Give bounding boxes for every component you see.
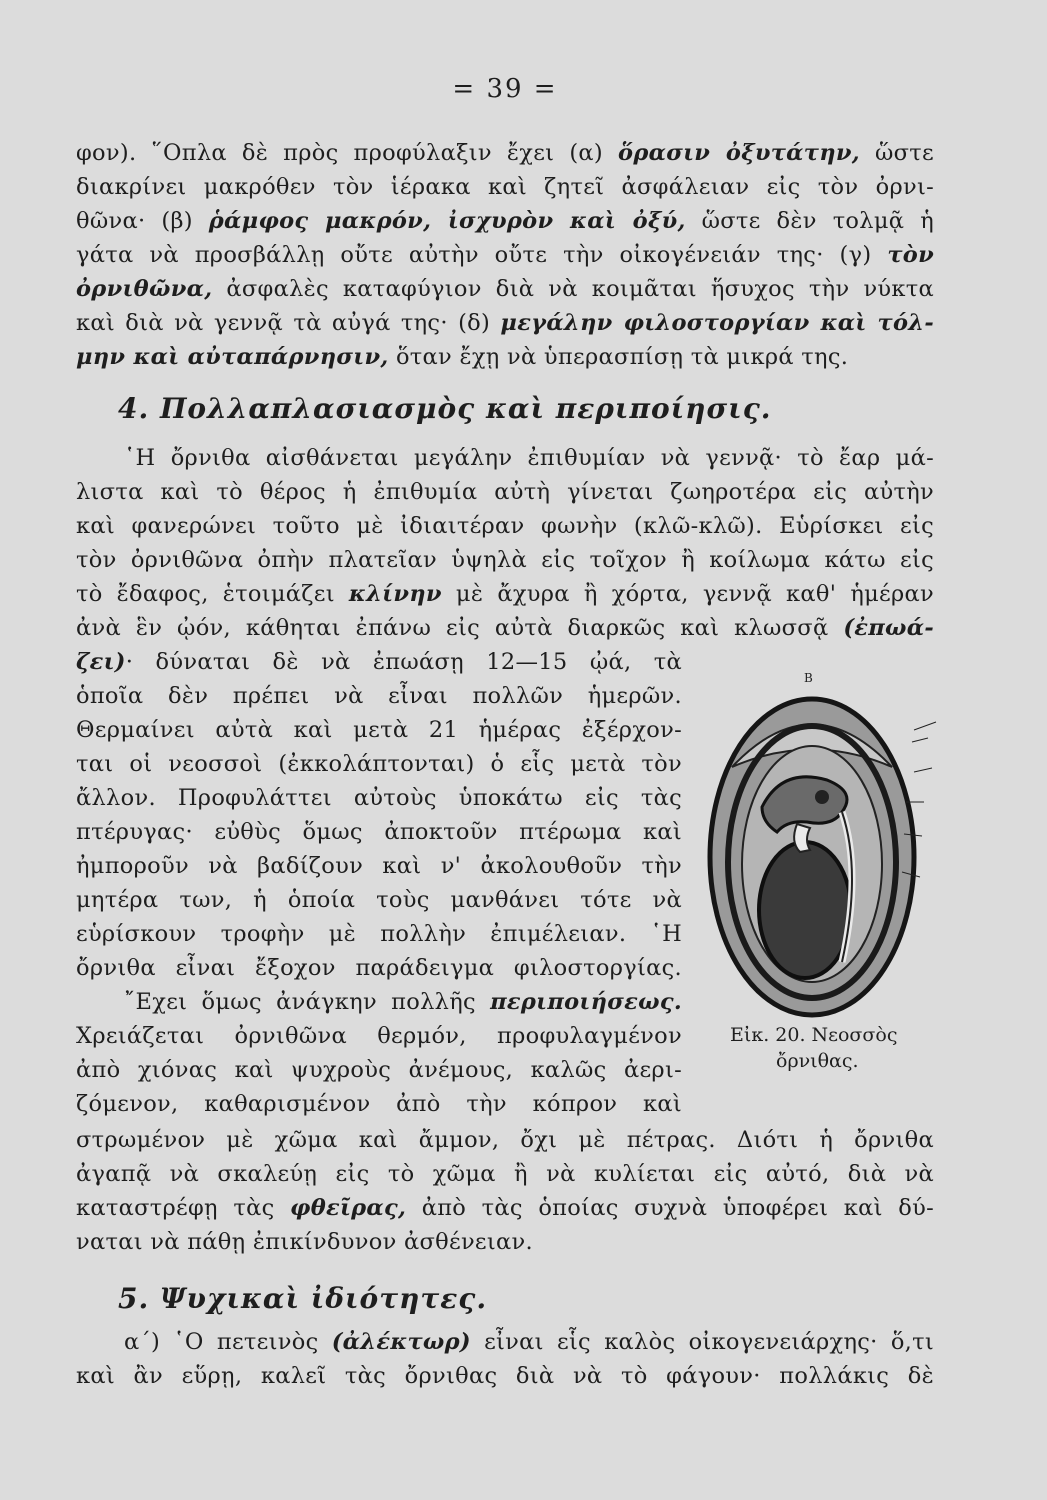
text-line: ται οἱ νεοσσοὶ (ἐκκολάπτονται) ὁ εἷς μετὰ τὸν <box>76 751 682 777</box>
text-line: καὶ διὰ νὰ γεννᾷ τὰ αὐγά της· (δ) μεγάλην φιλοστοργίαν καὶ τόλ- <box>76 310 934 336</box>
text-line: τὸν ὀρνιθῶνα ὀπὴν πλατεῖαν ὑψηλὰ εἰς τοῖχον ἢ κοίλωμα κάτω εἰς <box>76 547 934 573</box>
text-line: καταστρέφῃ τὰς φθεῖρας, ἀπὸ τὰς ὁποίας συχνὰ ὑποφέρει καὶ δύ- <box>76 1195 935 1221</box>
text-line: μην καὶ αὐταπάρνησιν, ὅταν ἔχῃ νὰ ὑπερασπίσῃ τὰ μικρά της. <box>76 344 849 370</box>
text-line: θῶνα· (β) ῥάμφος μακρόν, ἰσχυρὸν καὶ ὀξύ, ὥστε δὲν τολμᾷ ἡ <box>76 208 934 234</box>
text-line: ῾Η ὄρνιθα αἰσθάνεται μεγάλην ἐπιθυμίαν νὰ γεννᾷ· τὸ ἔαρ μά- <box>124 445 934 471</box>
section-heading-4: 4. Πολλαπλασιασμὸς καὶ περιποίησις. <box>118 392 772 425</box>
text-line: Θερμαίνει αὐτὰ καὶ μετὰ 21 ἡμέρας ἐξέρχον- <box>76 717 682 743</box>
figure-label-b: B <box>804 672 813 685</box>
text-line: καὶ ἂν εὕρῃ, καλεῖ τὰς ὄρνιθας διὰ νὰ τὸ φάγουν· πολλάκις δὲ <box>76 1363 934 1389</box>
caption-line-1: Εἰκ. 20. Νεοσσὸς <box>730 1024 898 1046</box>
text-line: ζόμενον, καθαρισμένον ἀπὸ τὴν κόπρον καὶ <box>76 1091 682 1117</box>
text-line: φον). ῞Οπλα δὲ πρὸς προφύλαξιν ἔχει (α) ὅρασιν ὀξυτάτην, ὥστε <box>76 140 934 166</box>
text-line: εὑρίσκουν τροφὴν μὲ πολλὴν ἐπιμέλειαν. ῾Η <box>76 921 682 947</box>
text-line: ἀγαπᾷ νὰ σκαλεύῃ εἰς τὸ χῶμα ἢ νὰ κυλίεται εἰς αὐτό, διὰ νὰ <box>76 1161 934 1187</box>
text-line: ἀνὰ ἓν ᾠόν, κάθηται ἐπάνω εἰς αὐτὰ διαρκῶς καὶ κλωσσᾷ (ἐπωά- <box>76 615 934 641</box>
text-line: ἠμποροῦν νὰ βαδίζουν καὶ ν' ἀκολουθοῦν τὴν <box>76 853 682 879</box>
text-line: γάτα νὰ προσβάλλῃ οὔτε αὐτὴν οὔτε τὴν οἰκογένειάν της· (γ) τὸν <box>76 242 934 268</box>
text-line: ῎Εχει ὅμως ἀνάγκην πολλῆς περιποιήσεως. <box>124 989 682 1015</box>
section-heading-5: 5. Ψυχικαὶ ἰδιότητες. <box>118 1282 488 1315</box>
text-line: α΄) ῾Ο πετεινὸς (ἀλέκτωρ) εἶναι εἷς καλὸς οἰκογενειάρχης· ὅ,τι <box>124 1329 934 1355</box>
text-line: διακρίνει μακρόθεν τὸν ἱέρακα καὶ ζητεῖ ἀσφάλειαν εἰς τὸν ὀρνι- <box>76 174 934 200</box>
text-line: ναται νὰ πάθῃ ἐπικίνδυνον ἀσθένειαν. <box>76 1229 533 1255</box>
text-line: ὁποῖα δὲν πρέπει νὰ εἶναι πολλῶν ἡμερῶν. <box>76 683 682 709</box>
text-line: καὶ φανερώνει τοῦτο μὲ ἰδιαιτέραν φωνὴν (κλῶ-κλῶ). Εὑρίσκει εἰς <box>76 513 934 539</box>
text-line: ζει)· δύναται δὲ νὰ ἐπωάσῃ 12—15 ᾠά, τὰ <box>76 649 682 675</box>
text-line: τὸ ἔδαφος, ἑτοιμάζει κλίνην μὲ ἄχυρα ἢ χόρτα, γεννᾷ καθ' ἡμέραν <box>76 581 934 607</box>
page-number: = 39 = <box>452 74 558 104</box>
text-line: ὀρνιθῶνα, ἀσφαλὲς καταφύγιον διὰ νὰ κοιμᾶται ἥσυχος τὴν νύκτα <box>76 276 934 302</box>
egg-embryo-figure <box>692 672 942 1032</box>
text-line: ὄρνιθα εἶναι ἔξοχον παράδειγμα φιλοστοργίας. <box>76 955 682 981</box>
text-line: λιστα καὶ τὸ θέρος ἡ ἐπιθυμία αὐτὴ γίνεται ζωηροτέρα εἰς αὐτὴν <box>76 479 934 505</box>
text-line: στρωμένον μὲ χῶμα καὶ ἄμμον, ὄχι μὲ πέτρας. Διότι ἡ ὄρνιθα <box>76 1127 934 1153</box>
caption-line-2: ὄρνιθας. <box>776 1050 859 1072</box>
figure-caption <box>730 1022 897 1074</box>
text-line: πτέρυγας· εὐθὺς ὅμως ἀποκτοῦν πτέρωμα καὶ <box>76 819 682 845</box>
text-line: Χρειάζεται ὀρνιθῶνα θερμόν, προφυλαγμένον <box>76 1023 682 1049</box>
egg-illustration <box>692 672 942 1032</box>
text-line: μητέρα των, ἡ ὁποία τοὺς μανθάνει τότε νὰ <box>76 887 682 913</box>
text-line: ἄλλον. Προφυλάττει αὐτοὺς ὑποκάτω εἰς τὰς <box>76 785 682 811</box>
text-line: ἀπὸ χιόνας καὶ ψυχροὺς ἀνέμους, καλῶς ἀερι- <box>76 1057 682 1083</box>
